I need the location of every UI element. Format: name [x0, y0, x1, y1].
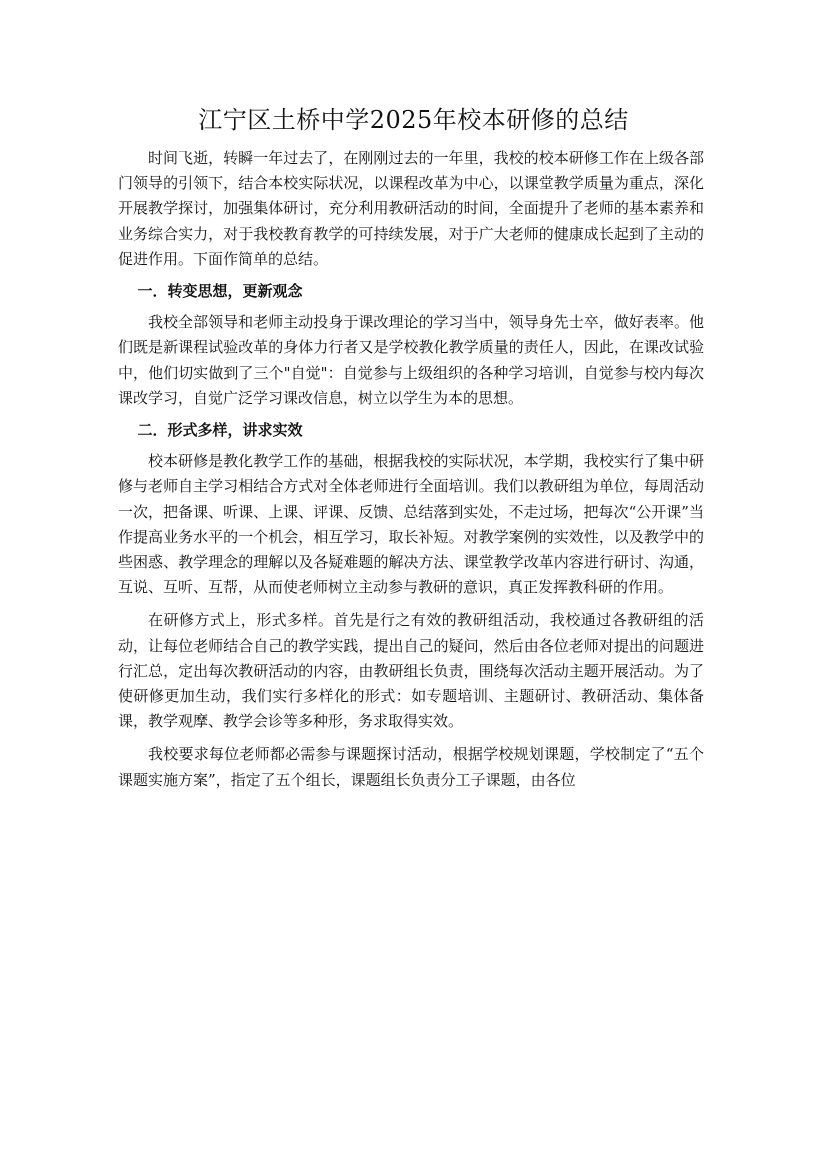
section-1-heading: 一．转变思想，更新观念 [137, 282, 303, 301]
document-title: 江宁区土桥中学2025年校本研修的总结 [198, 106, 629, 134]
section-2-paragraph-2: 在研修方式上，形式多样。首先是行之有效的教研组活动，我校通过各教研组的活动，让每位老师结合自己的教学实践，提出自己的疑问，然后由各位老师对提出的问题进行汇总，定出每次教研活动的内容，由教研组长负责，围绕每次活动主题开展活动。为了使研修更加生动，我们实行多样化的形式：如专题培训、主题研讨、教研活动、集体备课，教学观摩、教学会诊等多种形，务求取得实效。 [118, 611, 704, 731]
document-body [118, 146, 704, 793]
intro-paragraph: 时间飞逝，转瞬一年过去了，在刚刚过去的一年里，我校的校本研修工作在上级各部门领导的引领下，结合本校实际状况，以课程改革为中心，以课堂教学质量为重点，深化开展教学探讨，加强集体研讨，充分利用教研活动的时间，全面提升了老师的基本素养和业务综合实力，对于我校教育教学的可持续发展，对于广大老师的健康成长起到了主动的促进作用。下面作简单的总结。 [118, 149, 704, 268]
section-2-heading: 二．形式多样，讲求实效 [137, 421, 303, 440]
section-1-paragraph: 我校全部领导和老师主动投身于课改理论的学习当中，领导身先士卒，做好表率。他们既是新课程试验改革的身体力行者又是学校教化教学质量的责任人，因此，在课改试验中，他们切实做到了三个"自觉"：自觉参与上级组织的各种学习培训，自觉参与校内每次课改学习，自觉广泛学习课改信息，树立以学生为本的思想。 [118, 313, 704, 407]
section-2-paragraph-3: 我校要求每位老师都必需参与课题探讨活动，根据学校规划课题，学校制定了“五个课题实施方案”，指定了五个组长，课题组长负责分工子课题，由各位 [118, 745, 704, 789]
section-2-paragraph-1: 校本研修是教化教学工作的基础，根据我校的实际状况，本学期，我校实行了集中研修与老师自主学习相结合方式对全体老师进行全面培训。我们以教研组为单位，每周活动一次，把备课、听课、上课、评课、反馈、总结落到实处，不走过场，把每次“公开课”当作提高业务水平的一个机会，相互学习，取长补短。对教学案例的实效性，以及教学中的些困惑、教学理念的理解以及各疑难题的解决方法、课堂教学改革内容进行研讨、沟通，互说、互听、互帮，从而使老师树立主动参与教研的意识，真正发挥教科研的作用。 [118, 452, 704, 597]
